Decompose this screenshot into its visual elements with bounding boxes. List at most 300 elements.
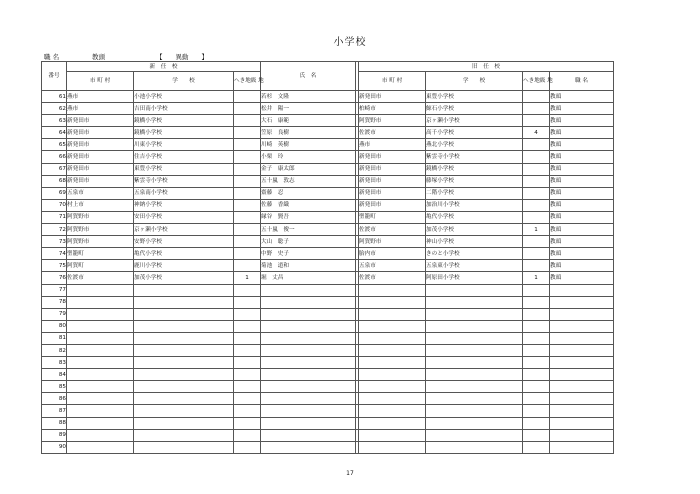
row-number-cell: 86	[42, 393, 67, 405]
new-school-cell	[134, 405, 234, 417]
person-name-cell: 笠原 良樹	[261, 127, 356, 139]
new-school-cell: 加茂小学校	[134, 272, 234, 284]
old-remote-grade-cell	[523, 175, 550, 187]
new-school-cell	[134, 429, 234, 441]
old-city-cell	[359, 284, 426, 296]
position-cell: 教頭	[550, 236, 614, 248]
table-row	[42, 357, 614, 369]
new-city-cell: 佐渡市	[67, 272, 134, 284]
new-school-cell	[134, 381, 234, 393]
new-school-cell: 住吉小学校	[134, 151, 234, 163]
new-remote-grade-cell	[234, 344, 261, 356]
new-remote-grade-cell	[234, 296, 261, 308]
new-city-cell	[67, 417, 134, 429]
old-school-cell	[426, 296, 523, 308]
table-row	[42, 405, 614, 417]
new-school-cell: 吉田南小学校	[134, 103, 234, 115]
old-school-cell: 京ヶ瀬小学校	[426, 115, 523, 127]
table-row	[42, 272, 614, 284]
old-city-cell: 五泉市	[359, 260, 426, 272]
old-remote-grade-cell	[523, 248, 550, 260]
person-name-cell	[261, 429, 356, 441]
new-city-cell: 聖籠町	[67, 248, 134, 260]
old-remote-grade-cell	[523, 91, 550, 103]
row-number-cell: 63	[42, 115, 67, 127]
person-name-cell: 若杉 文隆	[261, 91, 356, 103]
row-number-cell: 71	[42, 211, 67, 223]
old-remote-grade-cell	[523, 417, 550, 429]
new-remote-grade-cell	[234, 91, 261, 103]
new-city-cell: 燕市	[67, 103, 134, 115]
new-school-cell: 鏡橋小学校	[134, 127, 234, 139]
old-city-cell: 新発田市	[359, 91, 426, 103]
old-city-cell	[359, 429, 426, 441]
new-city-cell: 阿賀町	[67, 260, 134, 272]
table-row	[42, 381, 614, 393]
old-remote-grade-cell	[523, 344, 550, 356]
new-city-cell: 村上市	[67, 199, 134, 211]
old-city-cell	[359, 308, 426, 320]
old-school-cell	[426, 284, 523, 296]
row-number-cell: 68	[42, 175, 67, 187]
new-city-cell	[67, 369, 134, 381]
new-city-cell: 新発田市	[67, 175, 134, 187]
table-row	[42, 175, 614, 187]
old-remote-grade-cell	[523, 151, 550, 163]
old-school-cell: 高千小学校	[426, 127, 523, 139]
old-remote-grade-cell: 4	[523, 127, 550, 139]
new-city-cell	[67, 441, 134, 453]
new-city-cell: 新発田市	[67, 151, 134, 163]
person-name-cell	[261, 296, 356, 308]
old-school-cell	[426, 381, 523, 393]
position-cell	[550, 417, 614, 429]
new-remote-grade-cell	[234, 236, 261, 248]
old-school-cell	[426, 393, 523, 405]
position-cell	[550, 344, 614, 356]
new-city-cell	[67, 393, 134, 405]
new-remote-grade-cell	[234, 284, 261, 296]
old-remote-grade-cell	[523, 199, 550, 211]
person-name-cell: 五十嵐 俊一	[261, 224, 356, 236]
old-remote-grade-cell	[523, 139, 550, 151]
new-city-cell	[67, 344, 134, 356]
position-cell: 教頭	[550, 127, 614, 139]
row-number-cell: 69	[42, 187, 67, 199]
old-city-cell: 阿賀野市	[359, 236, 426, 248]
old-remote-grade-cell	[523, 429, 550, 441]
new-school-cell: 小池小学校	[134, 91, 234, 103]
old-remote-grade-cell	[523, 103, 550, 115]
position-cell: 教頭	[550, 175, 614, 187]
old-city-cell: 佐渡市	[359, 224, 426, 236]
new-remote-grade-cell	[234, 248, 261, 260]
new-school-cell	[134, 320, 234, 332]
new-school-cell: 東豊小学校	[134, 163, 234, 175]
person-name-cell: 齋藤 忍	[261, 187, 356, 199]
table-row	[42, 211, 614, 223]
position-cell: 教頭	[550, 272, 614, 284]
person-name-cell: 縁谷 賢吾	[261, 211, 356, 223]
new-remote-grade-cell	[234, 320, 261, 332]
old-remote-grade-cell	[523, 320, 550, 332]
old-remote-grade-cell	[523, 284, 550, 296]
person-name-cell	[261, 344, 356, 356]
table-row	[42, 139, 614, 151]
old-school-cell: 鯨石小学校	[426, 103, 523, 115]
row-number-cell: 90	[42, 441, 67, 453]
old-city-cell: 新発田市	[359, 199, 426, 211]
row-number-cell: 85	[42, 381, 67, 393]
old-city-cell	[359, 357, 426, 369]
new-school-cell: 紫雲寺小学校	[134, 175, 234, 187]
position-cell: 教頭	[550, 248, 614, 260]
row-number-cell: 89	[42, 429, 67, 441]
row-number-cell: 64	[42, 127, 67, 139]
old-remote-grade-cell	[523, 369, 550, 381]
old-remote-grade-cell	[523, 357, 550, 369]
new-remote-grade-cell	[234, 151, 261, 163]
old-school-cell: 加茂小学校	[426, 224, 523, 236]
new-school-cell	[134, 308, 234, 320]
person-name-cell	[261, 308, 356, 320]
table-row	[42, 127, 614, 139]
new-school-cell	[134, 344, 234, 356]
old-school-cell	[426, 320, 523, 332]
old-school-cell	[426, 417, 523, 429]
new-school-cell	[134, 284, 234, 296]
table-body	[42, 91, 614, 454]
person-name-cell	[261, 381, 356, 393]
old-remote-grade-cell	[523, 381, 550, 393]
new-remote-grade-cell	[234, 357, 261, 369]
row-number-cell: 72	[42, 224, 67, 236]
old-city-cell: 阿賀野市	[359, 115, 426, 127]
old-city-cell	[359, 441, 426, 453]
transfer-type: 【 異動 】	[156, 53, 208, 61]
new-remote-grade-cell: 1	[234, 272, 261, 284]
old-remote-grade-cell	[523, 308, 550, 320]
old-school-cell	[426, 405, 523, 417]
old-school-cell	[426, 429, 523, 441]
old-remote-grade-cell	[523, 405, 550, 417]
table-row	[42, 224, 614, 236]
table-row	[42, 260, 614, 272]
table-row	[42, 429, 614, 441]
old-remote-grade-cell	[523, 236, 550, 248]
position-cell	[550, 332, 614, 344]
position-cell	[550, 296, 614, 308]
new-school-cell	[134, 332, 234, 344]
header-name: 氏 名	[261, 62, 356, 91]
table-row	[42, 320, 614, 332]
person-name-cell	[261, 441, 356, 453]
person-name-cell: 五十嵐 敦志	[261, 175, 356, 187]
position-cell: 教頭	[550, 187, 614, 199]
old-school-cell: 東豊小学校	[426, 91, 523, 103]
position-cell: 教頭	[550, 260, 614, 272]
new-remote-grade-cell	[234, 393, 261, 405]
new-remote-grade-cell	[234, 224, 261, 236]
old-school-cell	[426, 369, 523, 381]
old-city-cell	[359, 332, 426, 344]
person-name-cell	[261, 369, 356, 381]
row-number-cell: 77	[42, 284, 67, 296]
position-cell	[550, 357, 614, 369]
old-remote-grade-cell	[523, 260, 550, 272]
old-remote-grade-cell	[523, 115, 550, 127]
row-number-cell: 87	[42, 405, 67, 417]
table-row	[42, 236, 614, 248]
old-remote-grade-cell: 1	[523, 272, 550, 284]
page-title: 小学校	[333, 37, 367, 48]
new-remote-grade-cell	[234, 127, 261, 139]
new-remote-grade-cell	[234, 187, 261, 199]
header-old-remote-grade: へき地級 地	[523, 72, 550, 91]
old-school-cell: 五泉東小学校	[426, 260, 523, 272]
old-city-cell: 新発田市	[359, 187, 426, 199]
person-name-cell	[261, 405, 356, 417]
new-school-cell: 鏡橋小学校	[134, 115, 234, 127]
header-position: 職 名	[550, 72, 614, 91]
new-school-cell: 京ヶ瀬小学校	[134, 224, 234, 236]
position-cell: 教頭	[550, 115, 614, 127]
new-remote-grade-cell	[234, 115, 261, 127]
header-number: 番号	[42, 62, 67, 91]
position-cell: 教頭	[550, 139, 614, 151]
header-remote-grade: へき地級 地	[234, 72, 261, 91]
row-number-cell: 70	[42, 199, 67, 211]
new-city-cell	[67, 332, 134, 344]
new-city-cell	[67, 429, 134, 441]
old-city-cell: 新発田市	[359, 175, 426, 187]
row-number-cell: 73	[42, 236, 67, 248]
table-row	[42, 248, 614, 260]
old-school-cell: 加治川小学校	[426, 199, 523, 211]
person-name-cell: 小栗 玲	[261, 151, 356, 163]
person-name-cell: 佐藤 香織	[261, 199, 356, 211]
table-row	[42, 199, 614, 211]
person-name-cell	[261, 284, 356, 296]
new-remote-grade-cell	[234, 381, 261, 393]
old-remote-grade-cell	[523, 393, 550, 405]
new-city-cell	[67, 284, 134, 296]
table-row	[42, 91, 614, 103]
old-city-cell	[359, 344, 426, 356]
person-name-cell	[261, 417, 356, 429]
old-school-cell: 燕北小学校	[426, 139, 523, 151]
old-school-cell	[426, 357, 523, 369]
header-old-school-name: 学 校	[426, 72, 523, 91]
new-remote-grade-cell	[234, 175, 261, 187]
new-city-cell: 五泉市	[67, 187, 134, 199]
row-number-cell: 83	[42, 357, 67, 369]
new-school-cell: 五泉南小学校	[134, 187, 234, 199]
position-cell	[550, 381, 614, 393]
position-cell: 教頭	[550, 151, 614, 163]
row-number-cell: 84	[42, 369, 67, 381]
table-row	[42, 296, 614, 308]
old-school-cell: 二階小学校	[426, 187, 523, 199]
row-number-cell: 79	[42, 308, 67, 320]
table-row	[42, 369, 614, 381]
new-city-cell	[67, 296, 134, 308]
position-cell: 教頭	[550, 103, 614, 115]
row-number-cell: 78	[42, 296, 67, 308]
new-remote-grade-cell	[234, 441, 261, 453]
old-city-cell: 佐渡市	[359, 127, 426, 139]
old-city-cell	[359, 417, 426, 429]
row-number-cell: 75	[42, 260, 67, 272]
old-school-cell: 紫雲寺小学校	[426, 151, 523, 163]
row-number-cell: 74	[42, 248, 67, 260]
row-number-cell: 61	[42, 91, 67, 103]
old-school-cell	[426, 332, 523, 344]
old-school-cell: 亀代小学校	[426, 211, 523, 223]
old-remote-grade-cell	[523, 211, 550, 223]
table-row	[42, 344, 614, 356]
new-school-cell: 鹿川小学校	[134, 260, 234, 272]
row-number-cell: 82	[42, 344, 67, 356]
position-cell: 教頭	[550, 211, 614, 223]
position-cell	[550, 284, 614, 296]
old-city-cell	[359, 393, 426, 405]
old-city-cell: 燕市	[359, 139, 426, 151]
old-city-cell: 胎内市	[359, 248, 426, 260]
new-remote-grade-cell	[234, 369, 261, 381]
new-city-cell	[67, 357, 134, 369]
person-name-cell	[261, 332, 356, 344]
new-school-cell	[134, 417, 234, 429]
person-name-cell	[261, 357, 356, 369]
new-remote-grade-cell	[234, 260, 261, 272]
old-remote-grade-cell	[523, 332, 550, 344]
position-cell	[550, 320, 614, 332]
old-school-cell: 藤塚小学校	[426, 175, 523, 187]
new-remote-grade-cell	[234, 308, 261, 320]
person-name-cell: 中野 史子	[261, 248, 356, 260]
old-school-cell: 神山小学校	[426, 236, 523, 248]
new-city-cell: 新発田市	[67, 127, 134, 139]
old-remote-grade-cell	[523, 441, 550, 453]
new-school-cell	[134, 441, 234, 453]
table-row	[42, 417, 614, 429]
old-remote-grade-cell: 1	[523, 224, 550, 236]
table-row	[42, 332, 614, 344]
header-city: 市 町 村	[67, 72, 134, 91]
table-row	[42, 103, 614, 115]
new-school-cell: 川東小学校	[134, 139, 234, 151]
page-number: 17	[346, 470, 354, 477]
table-row	[42, 441, 614, 453]
header-old-school: 旧 任 校	[359, 62, 614, 72]
position-label: 職 名	[44, 53, 60, 61]
new-remote-grade-cell	[234, 163, 261, 175]
position-cell	[550, 429, 614, 441]
table-row	[42, 187, 614, 199]
new-city-cell: 新発田市	[67, 139, 134, 151]
person-name-cell: 大山 聡子	[261, 236, 356, 248]
row-number-cell: 81	[42, 332, 67, 344]
position-value: 教頭	[92, 53, 105, 61]
table-row	[42, 284, 614, 296]
new-school-cell	[134, 296, 234, 308]
new-school-cell	[134, 357, 234, 369]
new-remote-grade-cell	[234, 417, 261, 429]
new-remote-grade-cell	[234, 429, 261, 441]
header-old-city: 市 町 村	[359, 72, 426, 91]
old-city-cell	[359, 369, 426, 381]
table-row	[42, 115, 614, 127]
position-cell: 教頭	[550, 91, 614, 103]
position-cell	[550, 308, 614, 320]
old-school-cell	[426, 344, 523, 356]
old-city-cell: 新発田市	[359, 151, 426, 163]
old-school-cell: 鏡橋小学校	[426, 163, 523, 175]
row-number-cell: 62	[42, 103, 67, 115]
position-cell: 教頭	[550, 224, 614, 236]
position-cell	[550, 393, 614, 405]
old-city-cell: 聖籠町	[359, 211, 426, 223]
old-school-cell	[426, 441, 523, 453]
new-city-cell: 新発田市	[67, 115, 134, 127]
new-city-cell	[67, 308, 134, 320]
new-city-cell: 阿賀野市	[67, 236, 134, 248]
old-city-cell	[359, 320, 426, 332]
old-city-cell: 柏崎市	[359, 103, 426, 115]
person-name-cell	[261, 320, 356, 332]
old-school-cell	[426, 308, 523, 320]
new-school-cell: 神納小学校	[134, 199, 234, 211]
header-new-school: 新 任 校	[67, 62, 261, 72]
person-name-cell: 松井 陽一	[261, 103, 356, 115]
position-cell	[550, 369, 614, 381]
table-row	[42, 151, 614, 163]
row-number-cell: 76	[42, 272, 67, 284]
new-remote-grade-cell	[234, 211, 261, 223]
row-number-cell: 66	[42, 151, 67, 163]
new-remote-grade-cell	[234, 103, 261, 115]
person-name-cell: 堀 丈昌	[261, 272, 356, 284]
old-city-cell	[359, 296, 426, 308]
position-cell: 教頭	[550, 199, 614, 211]
header-school: 学 校	[134, 72, 234, 91]
new-school-cell: 安田小学校	[134, 211, 234, 223]
row-number-cell: 67	[42, 163, 67, 175]
new-remote-grade-cell	[234, 405, 261, 417]
old-remote-grade-cell	[523, 187, 550, 199]
old-city-cell: 佐渡市	[359, 272, 426, 284]
table-row	[42, 163, 614, 175]
new-city-cell: 阿賀野市	[67, 211, 134, 223]
table-row	[42, 393, 614, 405]
old-city-cell	[359, 381, 426, 393]
new-school-cell: 安野小学校	[134, 236, 234, 248]
table-row	[42, 308, 614, 320]
person-name-cell: 川崎 英樹	[261, 139, 356, 151]
old-school-cell: 阿原田小学校	[426, 272, 523, 284]
new-remote-grade-cell	[234, 332, 261, 344]
row-number-cell: 80	[42, 320, 67, 332]
new-city-cell	[67, 405, 134, 417]
new-school-cell	[134, 369, 234, 381]
personnel-table	[41, 61, 614, 454]
new-school-cell	[134, 393, 234, 405]
position-cell	[550, 405, 614, 417]
old-school-cell: きのと小学校	[426, 248, 523, 260]
new-remote-grade-cell	[234, 199, 261, 211]
old-city-cell: 新発田市	[359, 163, 426, 175]
